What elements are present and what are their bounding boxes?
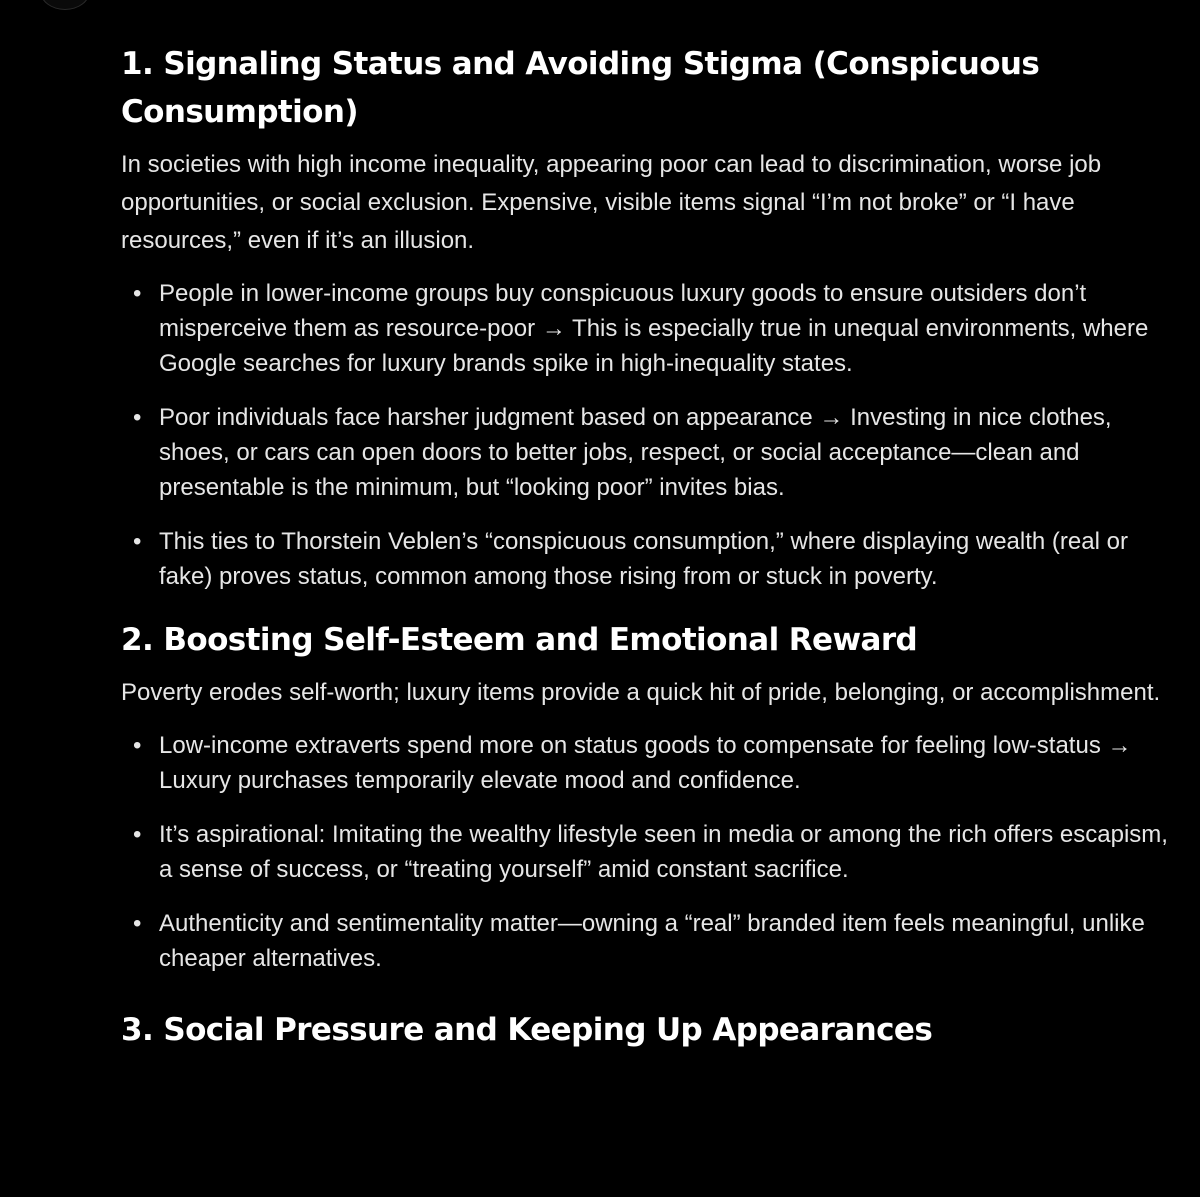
bullet-dot-icon: • [133,910,142,937]
list-item-text: This ties to Thorstein Veblen’s “conspicuous consumption,” where displaying wealth (real or fake) proves status, common among those rising from or stuck in poverty. [159,528,1128,590]
section-3 [121,1006,1181,1054]
list-item-text: Low-income extraverts spend more on status goods to compensate for feeling low-status → Luxury purchases temporarily elevate mood and confidence. [159,732,1132,794]
bullet-dot-icon: • [133,732,142,759]
bullet-dot-icon: • [133,821,142,848]
bullet-list [121,728,1181,976]
section-heading: 1. Signaling Status and Avoiding Stigma (Conspicuous Consumption) [121,46,1040,130]
list-item [121,728,1181,798]
section-2 [121,616,1181,976]
list-item-text: Authenticity and sentimentality matter—owning a “real” branded item feels meaningful, unlike cheaper alternatives. [159,910,1145,972]
section-paragraph: Poverty erodes self-worth; luxury items provide a quick hit of pride, belonging, or accomplishment. [121,679,1161,706]
list-item-text: It’s aspirational: Imitating the wealthy lifestyle seen in media or among the rich offers escapism, a sense of success, or “treating yourself” amid constant sacrifice. [159,821,1168,883]
section-paragraph: In societies with high income inequality, appearing poor can lead to discrimination, worse job opportunities, or social exclusion. Expensive, visible items signal “I’m not broke” or “I have resources,” even if it’s an illusion. [121,151,1102,254]
section-heading: 2. Boosting Self-Esteem and Emotional Reward [121,622,918,658]
list-item-text: Poor individuals face harsher judgment based on appearance → Investing in nice clothes, shoes, or cars can open doors to better jobs, respect, or social acceptance—clean and presentable is the minimum, but “looking poor” invites bias. [159,404,1112,501]
list-item [121,276,1181,381]
bullet-list [121,276,1181,594]
bullet-dot-icon: • [133,528,142,555]
list-item [121,524,1181,594]
list-item [121,400,1181,505]
article-content [121,40,1181,1084]
avatar[interactable] [40,0,90,10]
bullet-dot-icon: • [133,404,142,431]
section-heading: 3. Social Pressure and Keeping Up Appearances [121,1012,933,1048]
list-item [121,817,1181,887]
list-item [121,906,1181,976]
section-1 [121,40,1181,594]
list-item-text: People in lower-income groups buy conspicuous luxury goods to ensure outsiders don’t misperceive them as resource-poor → This is especially true in unequal environments, where Google searches for luxury brands spike in high-inequality states. [159,280,1149,377]
bullet-dot-icon: • [133,280,142,307]
